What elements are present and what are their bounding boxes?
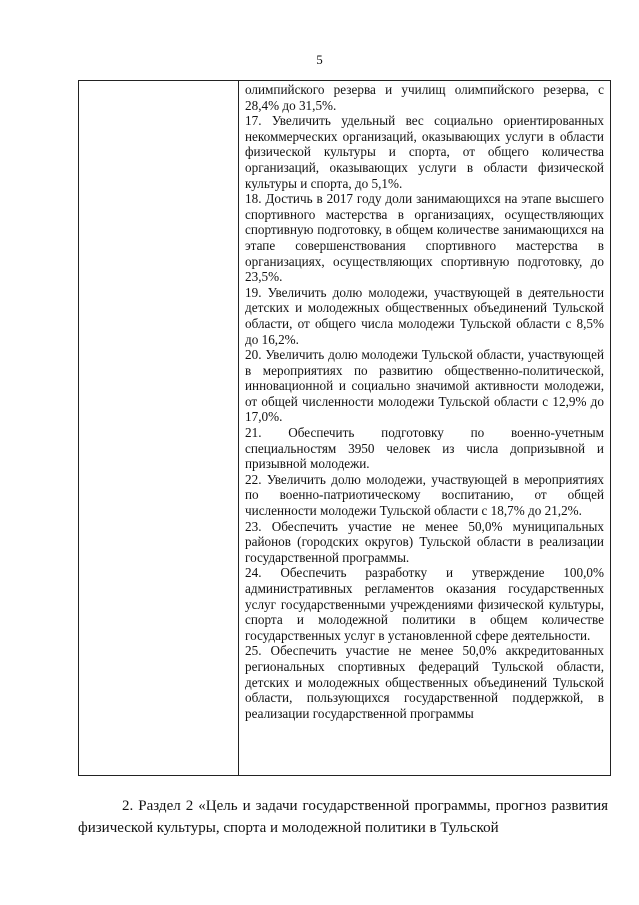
table-item: 25. Обеспечить участие не менее 50,0% аккредитованных региональных спортивных федераций Тульской области, детских и молодежных общественных объединений Тульской области, пользующихся государственной поддержкой, в реализации государственной программы [245, 643, 604, 721]
program-table [78, 80, 611, 776]
table-right-cell [239, 81, 610, 775]
table-left-cell [79, 81, 239, 775]
table-item: олимпийского резерва и училищ олимпийского резерва, с 28,4% до 31,5%. [245, 82, 604, 113]
body-paragraph: 2. Раздел 2 «Цель и задачи государственной программы, прогноз развития физической культуры, спорта и молодежной политики в Тульской [78, 798, 608, 836]
table-item: 23. Обеспечить участие не менее 50,0% муниципальных районов (городских округов) Тульской области в реализации государственной программы. [245, 518, 604, 565]
table-item: 20. Увеличить долю молодежи Тульской области, участвующей в мероприятиях по развитию общественно-политической, инновационной и социально значимой активности молодежи, от общей численности молодежи Тульской области с 12,9% до 17,0%. [245, 347, 604, 425]
table-item: 21. Обеспечить подготовку по военно-учетным специальностям 3950 человек из числа допризывной и призывной молодежи. [245, 425, 604, 472]
table-item: 19. Увеличить долю молодежи, участвующей в деятельности детских и молодежных общественных объединений Тульской области, от общего числа молодежи Тульской области с 8,5% до 16,2%. [245, 284, 604, 347]
page-number: 5 [316, 52, 323, 67]
table-item: 22. Увеличить долю молодежи, участвующей в мероприятиях по военно-патриотическому воспитанию, от общей численности молодежи Тульской области с 18,7% до 21,2%. [245, 471, 604, 519]
table-item: 24. Обеспечить разработку и утверждение 100,0% административных регламентов оказания государственных услуг государственными учреждениями физической культуры, спорта и молодежной политики в общем количестве государственных услуг в установленной сфере деятельности. [245, 565, 604, 643]
table-item: 18. Достичь в 2017 году доли занимающихся на этапе высшего спортивного мастерства в организациях, осуществляющих спортивную подготовку, в общем количестве занимающихся на этапе совершенствования спортивного мастерства в организациях, осуществляющих спортивную подготовку, до 23,5%. [245, 191, 604, 285]
table-item: 17. Увеличить удельный вес социально ориентированных некоммерческих организаций, оказывающих услуги в области физической культуры и спорта, от общего количества организаций, оказывающих услуги в области физической культуры и спорта, до 5,1%. [245, 113, 604, 191]
